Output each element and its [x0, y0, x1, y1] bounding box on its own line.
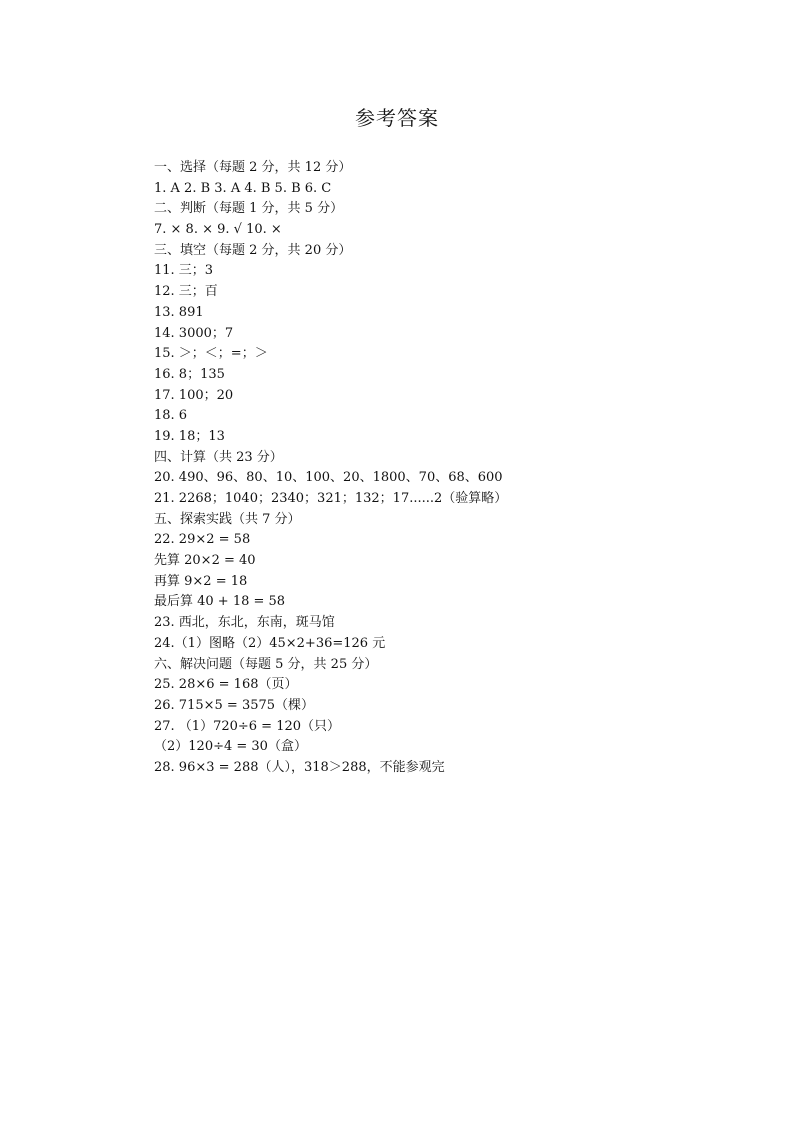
answer-line: 15. ＞；＜；=；＞ [154, 346, 268, 362]
answer-line: 11. 三；3 [154, 263, 214, 279]
answer-line: 先算 20×2 = 40 [154, 553, 256, 569]
answer-line: 26. 715×5 = 3575（棵） [154, 697, 315, 713]
answer-line: 最后算 40 + 18 = 58 [154, 594, 286, 610]
answer-line: 17. 100；20 [154, 387, 234, 403]
answer-line: 24.（1）图略（2）45×2+36=126 元 [154, 635, 386, 651]
answer-line: 14. 3000；7 [154, 325, 234, 341]
answer-line: 27. （1）720÷6 = 120（只） [154, 718, 341, 734]
answer-body [154, 158, 754, 779]
answer-line: 1. A 2. B 3. A 4. B 5. B 6. C [154, 180, 332, 196]
page-title: 参考答案 [355, 106, 439, 130]
answer-line: 再算 9×2 = 18 [154, 573, 248, 589]
answer-line: 28. 96×3 = 288（人），318＞288，不能参观完 [154, 759, 445, 775]
answer-line: 21. 2268；1040；2340；321；132；17......2（验算略） [154, 491, 508, 506]
answer-line: 20. 490、96、80、10、100、20、1800、70、68、600 [154, 470, 503, 486]
section-heading-fill-blank: 三、填空（每题 2 分，共 20 分） [154, 242, 352, 258]
answer-line: 12. 三；百 [154, 284, 218, 300]
section-heading-calculation: 四、计算（共 23 分） [154, 449, 283, 465]
section-heading-problem-solving: 六、解决问题（每题 5 分，共 25 分） [154, 656, 378, 672]
answer-line: 25. 28×6 = 168（页） [154, 677, 298, 693]
section-heading-choice: 一、选择（每题 2 分，共 12 分） [154, 160, 352, 175]
answer-line: （2）120÷4 = 30（盒） [154, 739, 307, 755]
section-heading-judgement: 二、判断（每题 1 分，共 5 分） [154, 201, 344, 217]
answer-line: 16. 8；135 [154, 366, 225, 382]
answer-line: 13. 891 [154, 304, 204, 320]
answer-line: 22. 29×2 = 58 [154, 532, 251, 548]
answer-line: 23. 西北，东北，东南，斑马馆 [154, 615, 335, 631]
answer-line: 19. 18；13 [154, 428, 225, 444]
answer-line: 7. × 8. × 9. √ 10. × [154, 222, 282, 238]
answer-line: 18. 6 [154, 408, 188, 424]
section-heading-exploration: 五、探索实践（共 7 分） [154, 511, 301, 527]
